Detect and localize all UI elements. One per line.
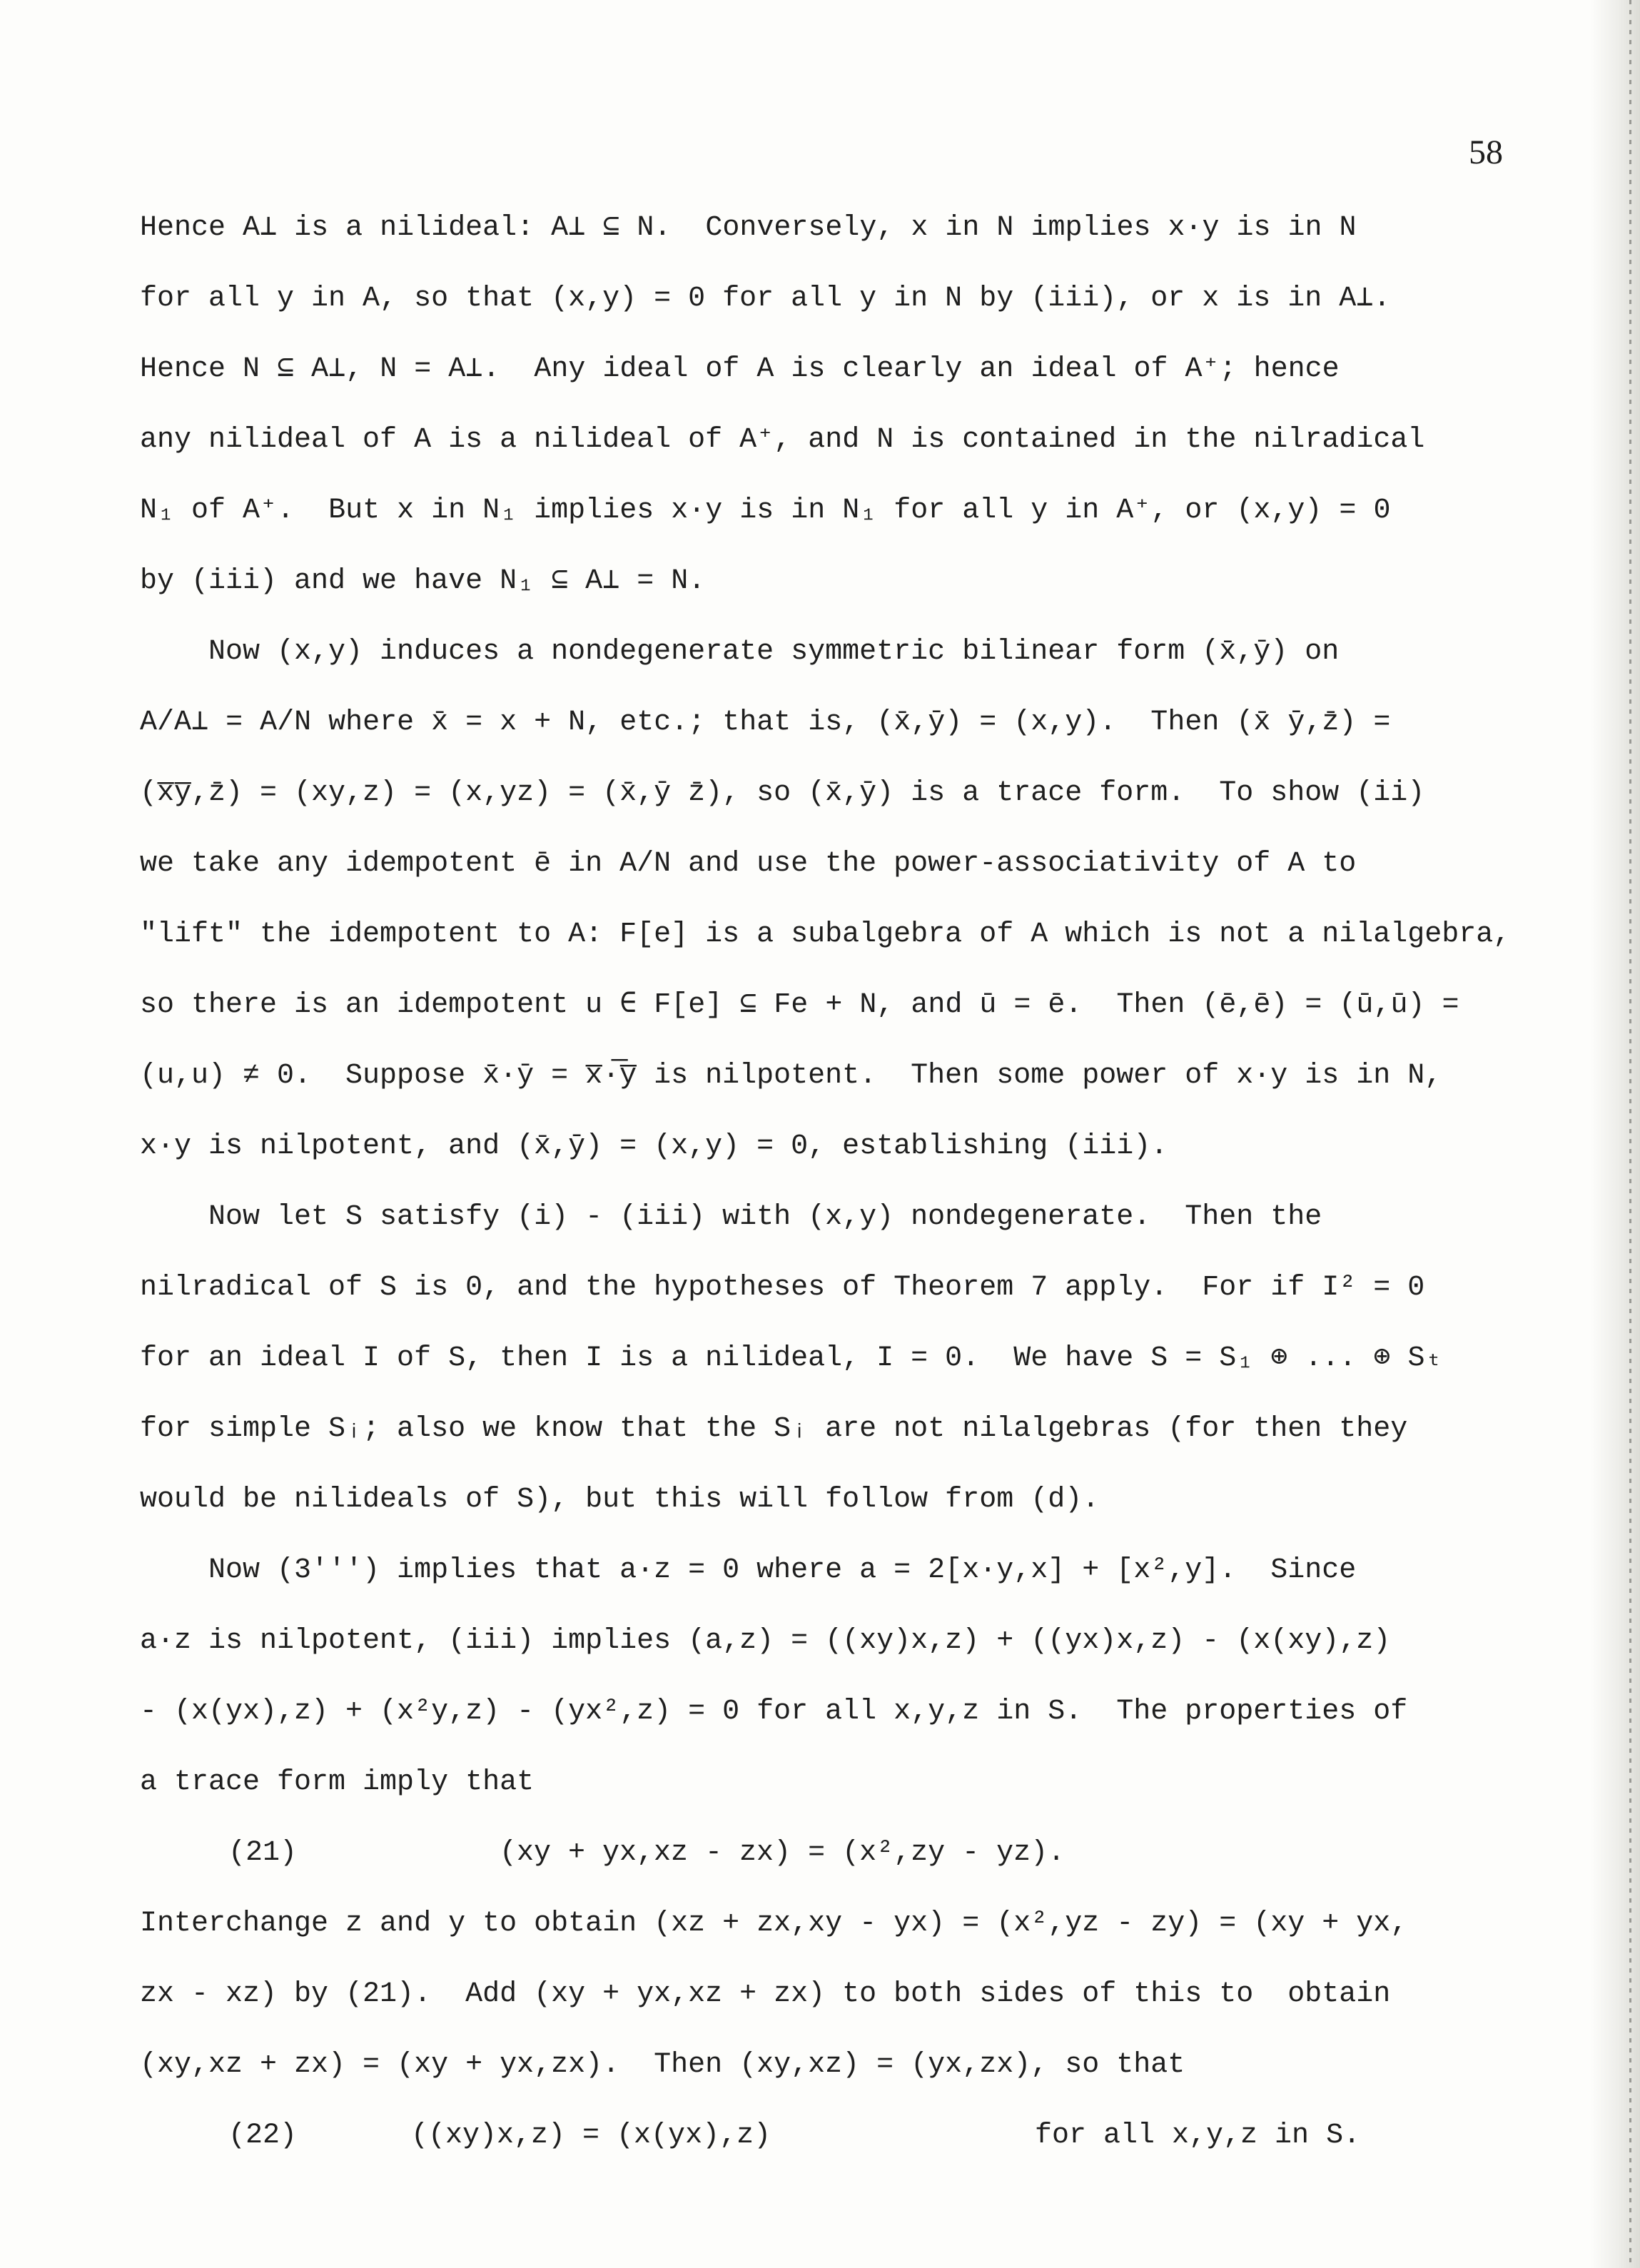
text-line: by (iii) and we have N₁ ⊆ A⊥ = N. bbox=[140, 565, 706, 597]
right-margin-rule bbox=[1629, 0, 1631, 2268]
text-line: would be nilideals of S), but this will follow from (d). bbox=[140, 1484, 1100, 1516]
equation-21: (xy + yx,xz - zx) = (x²,zy - yz). bbox=[500, 1837, 1066, 1869]
text-line: Hence A⊥ is a nilideal: A⊥ ⊆ N. Conversely, x in N implies x·y is in N bbox=[140, 212, 1357, 244]
text-line: any nilideal of A is a nilideal of A⁺, and N is contained in the nilradical bbox=[140, 424, 1425, 456]
text-line: nilradical of S is 0, and the hypotheses of Theorem 7 apply. For if I² = 0 bbox=[140, 1272, 1425, 1304]
text-line: for simple Sᵢ; also we know that the Sᵢ are not nilalgebras (for then they bbox=[140, 1413, 1408, 1445]
equation-22-label: (22) bbox=[228, 2120, 298, 2152]
text-line: - (x(yx),z) + (x²y,z) - (yx²,z) = 0 for all x,y,z in S. The properties of bbox=[140, 1696, 1408, 1728]
text-line: Interchange z and y to obtain (xz + zx,xy - yx) = (x²,yz - zy) = (xy + yx, bbox=[140, 1908, 1408, 1940]
text-line: (xy,xz + zx) = (xy + yx,zx). Then (xy,xz) = (yx,zx), so that bbox=[140, 2049, 1185, 2081]
equation-21-label: (21) bbox=[228, 1837, 298, 1869]
text-line: Now (x,y) induces a nondegenerate symmetric bilinear form (x̄,ȳ) on bbox=[140, 636, 1340, 668]
text-line: (u,u) ≠ 0. Suppose x̄·ȳ = x̅·̅y̅ is nilpotent. Then some power of x·y is in N, bbox=[140, 1060, 1442, 1092]
equation-22-condition: for all x,y,z in S. bbox=[1035, 2120, 1361, 2152]
text-line: for all y in A, so that (x,y) = 0 for all y in N by (iii), or x is in A⊥. bbox=[140, 283, 1391, 315]
text-line: Hence N ⊆ A⊥, N = A⊥. Any ideal of A is clearly an ideal of A⁺; hence bbox=[140, 353, 1340, 385]
text-line: we take any idempotent ē in A/N and use the power-associativity of A to bbox=[140, 848, 1357, 880]
equation-22: ((xy)x,z) = (x(yx),z) bbox=[411, 2120, 771, 2152]
text-line: so there is an idempotent u ∈ F[e] ⊆ Fe + N, and ū = ē. Then (ē,ē) = (ū,ū) = bbox=[140, 989, 1459, 1021]
right-margin-scan-edge bbox=[1590, 0, 1640, 2268]
text-line: x·y is nilpotent, and (x̄,ȳ) = (x,y) = 0, establishing (iii). bbox=[140, 1130, 1168, 1163]
page-number: 58 bbox=[1469, 133, 1503, 171]
text-line: Now let S satisfy (i) - (iii) with (x,y) nondegenerate. Then the bbox=[140, 1201, 1322, 1233]
text-line: (x̅y̅,z̄) = (xy,z) = (x,yz) = (x̄,ȳ z̄), so (x̄,ȳ) is a trace form. To show (ii) bbox=[140, 777, 1425, 809]
text-line: N₁ of A⁺. But x in N₁ implies x·y is in N₁ for all y in A⁺, or (x,y) = 0 bbox=[140, 495, 1391, 527]
text-line: A/A⊥ = A/N where x̄ = x + N, etc.; that is, (x̄,ȳ) = (x,y). Then (x̄ ȳ,z̄) = bbox=[140, 707, 1391, 739]
text-line: for an ideal I of S, then I is a nilideal, I = 0. We have S = S₁ ⊕ ... ⊕ Sₜ bbox=[140, 1342, 1442, 1375]
text-line: "lift" the idempotent to A: F[e] is a subalgebra of A which is not a nilalgebra, bbox=[140, 918, 1511, 951]
text-line: a trace form imply that bbox=[140, 1766, 535, 1798]
text-line: Now (3''') implies that a·z = 0 where a = 2[x·y,x] + [x²,y]. Since bbox=[140, 1554, 1357, 1586]
text-line: zx - xz) by (21). Add (xy + yx,xz + zx) to both sides of this to obtain bbox=[140, 1978, 1391, 2010]
text-line: a·z is nilpotent, (iii) implies (a,z) = ((xy)x,z) + ((yx)x,z) - (x(xy),z) bbox=[140, 1625, 1391, 1657]
